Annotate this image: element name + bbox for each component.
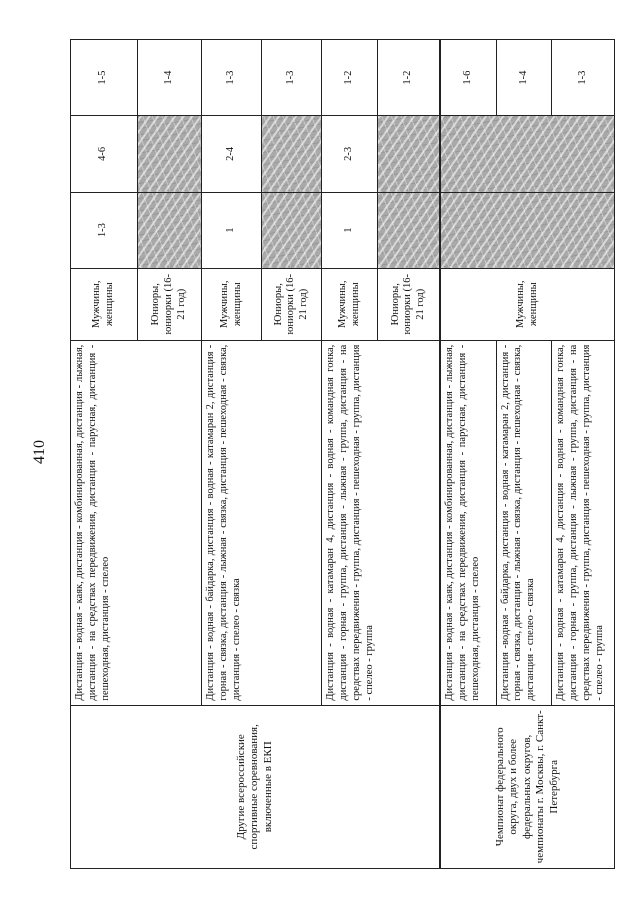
value-cell: 2-3 [322,116,378,192]
value-cell: 2-4 [202,116,262,192]
disciplines-cell: Дистанция - водная - каяк, дистанция - комбинированная, дистанция - лыжная, дистанция - на средствах передвижения, дистанция - парусная, дистанция - пешеходная, дистанция - спелео [440,340,496,705]
value-cell: 1 [202,192,262,268]
ranks-table [70,39,615,869]
shaded-cell [440,116,614,192]
shaded-cell [137,192,201,268]
value-cell: 1-4 [496,40,552,116]
shaded-cell [378,116,440,192]
group-cell: Юниоры, юниорки (16-21 год) [262,268,322,340]
value-cell: 1-4 [137,40,201,116]
value-cell: 1 [322,192,378,268]
value-cell: 1-3 [71,192,138,268]
category-cell: Другие всероссийские спортивные соревнования, включенные в ЕКП [71,705,441,868]
value-cell: 1-2 [378,40,440,116]
shaded-cell [378,192,440,268]
shaded-cell [137,116,201,192]
disciplines-cell: Дистанция -водная - байдарка, дистанция - водная - катамаран 2, дистанция - горная - связка, дистанция - лыжная - связка, дистанция - пешеходная - связка, дистанция - спелео - связка [496,340,552,705]
disciplines-cell: Дистанция - водная - катамаран 4, дистанция - водная - командная гонка, дистанция - горная - группа, дистанция - лыжная - группа, дистанция - на средствах передвижения - группа, дистанция - пешеходная - группа, дистанция - спелео - группа [322,340,440,705]
value-cell: 4-6 [71,116,138,192]
disciplines-cell: Дистанция - водная - каяк, дистанция - комбинированная, дистанция - лыжная, дистанция - на средствах передвижения, дистанция - парусная, дистанция - пешеходная, дистанция - спелео [71,340,202,705]
disciplines-cell: Дистанция - водная - катамаран 4, дистанция - водная - командная гонка, дистанция - горная - группа, дистанция - лыжная - группа, дистанция - на средствах передвижения - группа, дистанция - пешеходная - группа, дистанция - спелео - группа [552,340,615,705]
group-cell: Мужчины, женщины [322,268,378,340]
group-cell: Мужчины, женщины [71,268,138,340]
value-cell: 1-3 [262,40,322,116]
group-cell: Юниоры, юниорки (16-21 год) [137,268,201,340]
value-cell: 1-3 [202,40,262,116]
group-cell: Юниоры, юниорки (16-21 год) [378,268,440,340]
page-number: 410 [31,440,48,464]
disciplines-cell: Дистанция - водная - байдарка, дистанция - водная - катамаран 2, дистанция - горная - связка, дистанция - лыжная - связка, дистанция - пешеходная - связка, дистанция - спелео - связка [202,340,322,705]
value-cell: 1-2 [322,40,378,116]
category-cell: Чемпионат федерального округа, двух и более федеральных округов, чемпионаты г. Москвы, г. Санкт-Петербурга [440,705,614,868]
rotated-table-area [70,39,615,869]
shaded-cell [262,116,322,192]
group-cell: Мужчины, женщины [202,268,262,340]
group-cell: Мужчины, женщины [440,268,614,340]
shaded-cell [440,192,614,268]
shaded-cell [262,192,322,268]
value-cell: 1-6 [440,40,496,116]
value-cell: 1-5 [71,40,138,116]
value-cell: 1-3 [552,40,615,116]
